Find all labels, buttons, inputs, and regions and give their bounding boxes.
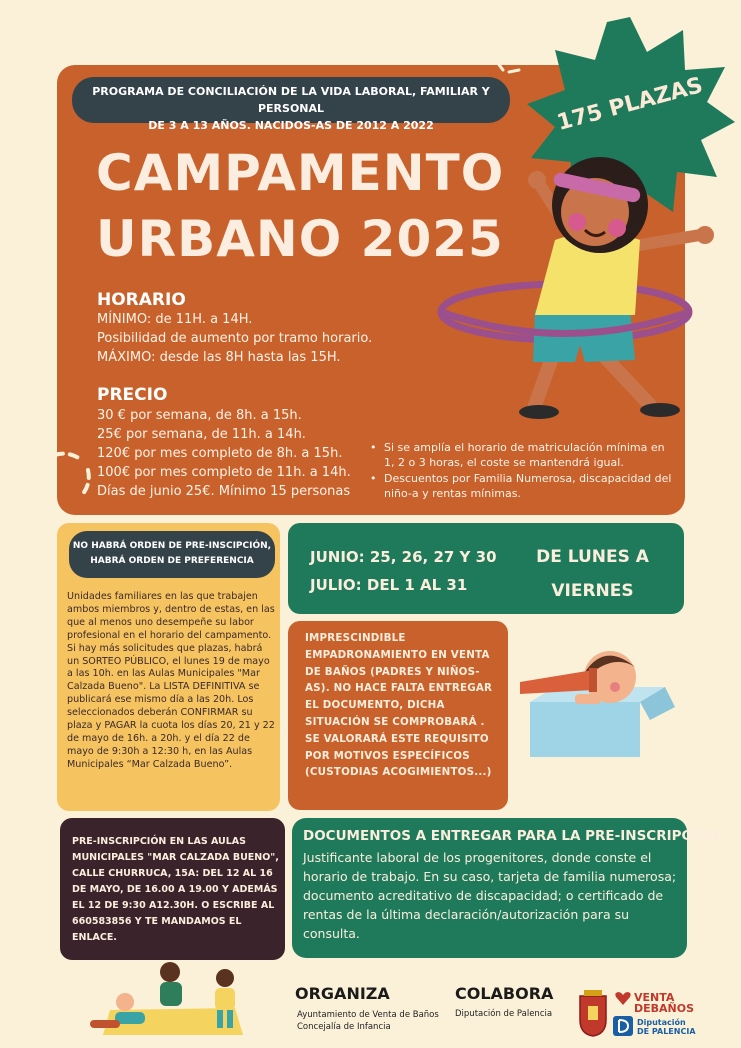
plazas-badge-text: 175 PLAZAS bbox=[554, 73, 706, 136]
preference-line-1: NO HABRÁ ORDEN DE PRE-INSCIPCIÓN, bbox=[72, 541, 272, 551]
preinscription-place-text: PRE-INSCRIPCIÓN EN LAS AULAS MUNICIPALES "MAR CALZADA BUENO", CALLE CHURRUCA, 15A: DEL 12 AL 16 DE MAYO, DE 16.00 A 19.00 Y ADEMÁS EL 12 DE 9:30 A12.30H. O ESCRIBE AL 660583856 Y TE MANDAMOS EL ENLACE. bbox=[72, 836, 279, 943]
weekdays-text bbox=[510, 540, 675, 608]
colabora-heading: COLABORA bbox=[455, 984, 554, 1003]
preference-pill bbox=[69, 531, 275, 578]
program-line-2: DE 3 A 13 AÑOS. NACIDOS-AS DE 2012 A 2022 bbox=[148, 119, 434, 132]
documents-heading: DOCUMENTOS A ENTREGAR PARA LA PRE-INSCRIPCIÓN bbox=[303, 828, 720, 844]
organiza-heading: ORGANIZA bbox=[295, 984, 390, 1003]
child-in-box-illustration bbox=[515, 632, 685, 762]
town-coat-of-arms-icon bbox=[578, 990, 608, 1038]
diputacion-logo-line-1: Diputación bbox=[637, 1018, 686, 1027]
program-line-1: PROGRAMA DE CONCILIACIÓN DE LA VIDA LABORAL, FAMILIAR Y PERSONAL bbox=[92, 85, 490, 115]
preference-line-2: HABRÁ ORDEN DE PREFERENCIA bbox=[90, 556, 254, 566]
weekdays-line-1: DE LUNES A bbox=[536, 547, 649, 567]
diputacion-logo-icon bbox=[613, 1016, 633, 1036]
precio-line: Días de junio 25€. Mínimo 15 personas bbox=[97, 484, 351, 499]
price-notes bbox=[370, 440, 675, 502]
julio-dates: JULIO: DEL 1 AL 31 bbox=[310, 576, 468, 594]
precio-heading: PRECIO bbox=[97, 385, 168, 405]
precio-line: 30 € por semana, de 8h. a 15h. bbox=[97, 408, 302, 423]
weekdays-line-2: VIERNES bbox=[551, 581, 634, 601]
junio-dates: JUNIO: 25, 26, 27 Y 30 bbox=[310, 548, 497, 566]
horario-line: Posibilidad de aumento por tramo horario. bbox=[97, 331, 373, 346]
venta-heart-icon bbox=[614, 992, 632, 1006]
organiza-line-2: Concejalía de Infancia bbox=[297, 1022, 391, 1032]
horario-list bbox=[97, 310, 397, 367]
organiza-details bbox=[297, 1009, 439, 1033]
price-note: • Descuentos por Familia Numerosa, discapacidad del niño-a y rentas mínimas. bbox=[370, 471, 675, 501]
requirement-text: IMPRESCINDIBLE EMPADRONAMIENTO EN VENTA DE BAÑOS (PADRES Y NIÑOS-AS). NO HACE FALTA ENTREGAR EL DOCUMENTO, DICHA SITUACIÓN SE COMPROBARÁ . SE VALORARÁ ESTE REQUISITO POR MOTIVOS ESPECÍFICOS (CUSTODIAS ACOGIMIENTOS...) bbox=[305, 632, 493, 779]
diputacion-logo-text bbox=[637, 1018, 696, 1036]
preference-body: Unidades familiares en las que trabajen ambos miembros y, dentro de estas, en las que al menos uno desempeñe su labor profesional en el horario del campamento. Si hay más solicitudes que plazas, habrá un SORTEO PÚBLICO, el lunes 19 de mayo a las 10h. en las Aulas Municipales "Mar Calzada Bueno". La LISTA DEFINITIVA se publicará ese mismo día a las 20h. Los seleccionados deberán CONFIRMAR su plaza y PAGAR la cuota los días 20, 21 y 22 de mayo de 16h. a 20h. y el día 22 de mayo de 9:30h a 12:30 h, en las Aulas Municipales “Mar Calzada Bueno”. bbox=[67, 591, 275, 770]
precio-line: 25€ por semana, de 11h. a 14h. bbox=[97, 427, 306, 442]
dates-list bbox=[310, 543, 497, 599]
diputacion-logo-line-2: DE PALENCIA bbox=[637, 1027, 696, 1036]
price-note: • Si se amplía el horario de matriculación mínima en 1, 2 o 3 horas, el coste se mantendrá igual. bbox=[370, 440, 675, 470]
decorative-lines-icon bbox=[493, 58, 523, 78]
child-hula-hoop-illustration bbox=[435, 140, 725, 430]
program-pill bbox=[72, 77, 510, 132]
decorative-dashes-icon bbox=[40, 445, 100, 505]
precio-line: 100€ por mes completo de 11h. a 14h. bbox=[97, 465, 351, 480]
horario-line: MÍNIMO: de 11H. a 14H. bbox=[97, 312, 253, 327]
horario-heading: HORARIO bbox=[97, 290, 186, 310]
kids-drawing-illustration bbox=[85, 960, 255, 1040]
colabora-details: Diputación de Palencia bbox=[455, 1009, 553, 1019]
precio-line: 120€ por mes completo de 8h. a 15h. bbox=[97, 446, 343, 461]
title-line-1: CAMPAMENTO bbox=[96, 144, 505, 202]
documents-body: Justificante laboral de los progenitores, donde conste el horario de trabajo. En su caso, tarjeta de familia numerosa; documento acreditativo de discapacidad; o certificado de rentas de la última declaración/autorización para su consulta. bbox=[303, 850, 677, 941]
precio-list bbox=[97, 406, 377, 501]
horario-line: MÁXIMO: desde las 8H hasta las 15H. bbox=[97, 350, 341, 365]
venta-logo-text: VENTA DEBAÑOS bbox=[634, 991, 695, 1015]
organiza-line-1: Ayuntamiento de Venta de Baños bbox=[297, 1010, 439, 1020]
title-line-2: URBANO 2025 bbox=[96, 210, 504, 268]
